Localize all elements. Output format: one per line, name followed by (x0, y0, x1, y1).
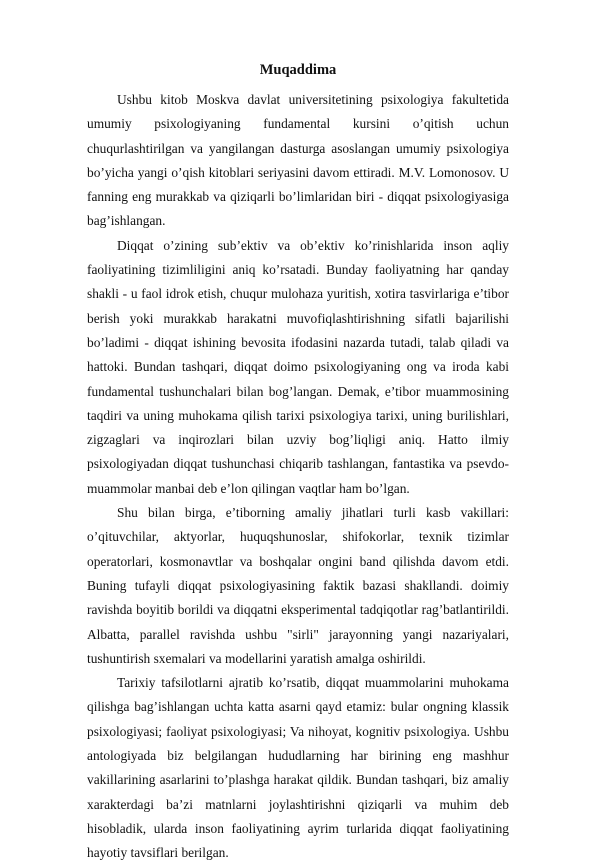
paragraph-1: Ushbu kitob Moskva davlat universitetining psixologiya fakultetida umumiy psixologiyaning fundamental kursini o’qitish uchun chuqurlashtirilgan va yangilangan dasturga asoslangan umumiy psixologiya bo’yicha yangi o’qish kitoblari seriyasini davom ettiradi. M.V. Lomonosov. U fanning eng murakkab va qiziqarli bo’limlaridan biri - diqqat psixologiyasiga bag’ishlangan. (87, 92, 509, 229)
paragraph-3: Shu bilan birga, e’tiborning amaliy jihatlari turli kasb vakillari: o’qituvchilar, aktyorlar, huquqshunoslar, shifokorlar, texnik tizimlar operatorlari, kosmonavtlar va boshqalar ongini band qilishda davom etdi. Buning tufayli diqqat psixologiyasining faktik bazasi shakllandi. doimiy ravishda boyitib borildi va diqqatni eksperimental tadqiqotlar rag’batlantirildi. Albatta, parallel ravishda ushbu "sirli" jarayonning yangi nazariyalari, tushuntirish sxemalari va modellarini yaratish amalga oshirildi. (87, 505, 509, 666)
paragraph-4: Tarixiy tafsilotlarni ajratib ko’rsatib, diqqat muammolarini muhokama qilishga bag’ishlangan uchta katta asarni qayd etamiz: bular ongning klassik psixologiyasi; faoliyat psixologiyasi; Va nihoyat, kognitiv psixologiya. Ushbu antologiyada biz belgilangan hududlarning har birining eng mashhur vakillarining asarlarini to’plashga harakat qildik. Bundan tashqari, biz amaliy xarakterdagi ba’zi matnlarni joylashtirishni qiziqarli va muhim deb hisobladik, ularda inson faoliyatining ayrim turlarida diqqat faoliyatining hayotiy tavsiflari berilgan. (87, 675, 509, 861)
document-page (87, 60, 509, 866)
page-title: Muqaddima (259, 62, 337, 78)
paragraph-2: Diqqat o’zining sub’ektiv va ob’ektiv ko’rinishlarida inson aqliy faoliyatining tizimliligini aniq ko’rsatadi. Bunday faoliyatning har qanday shakli - u faol idrok etish, chuqur mulohaza yuritish, xotira tasvirlariga e’tibor berish yoki murakkab harakatni muvofiqlashtirishning sifatli bajarilishi bo’ladimi - diqqat ishining bevosita ifodasini nazarda tutadi, talab qiladi va hattoki. Bundan tashqari, diqqat doimo psixologiyaning ong va iroda kabi fundamental tushunchalari bilan bog’langan. Demak, e’tibor muammosining taqdiri va uning muhokama qilish tarixi psixologiya tarixi, uning burilishlari, zigzaglari va inqirozlari bilan uzviy bog’liqligi aniq. Hatto ilmiy psixologiyadan diqqat tushunchasi chiqarib tashlangan, fantastika va psevdo-muammolar manbai deb e’lon qilingan vaqtlar ham bo’lgan. (87, 237, 509, 496)
